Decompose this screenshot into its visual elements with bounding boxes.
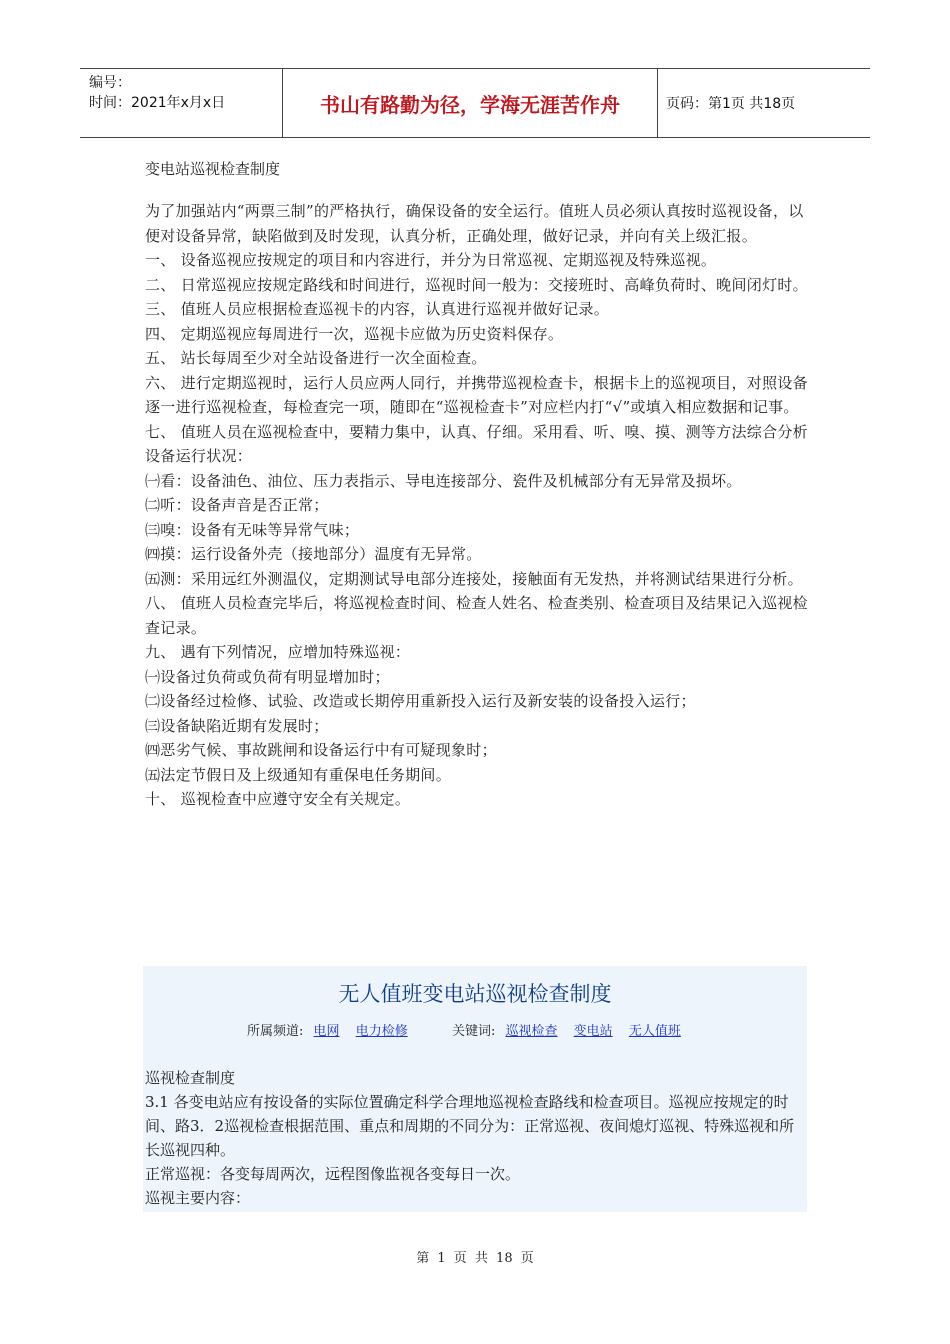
header-page-info: 页码：第1页 共18页 — [666, 96, 796, 112]
paragraph: ㈣摸：运行设备外壳（接地部分）温度有无异常。 — [145, 545, 482, 563]
keyword-link-substation[interactable]: 变电站 — [573, 1024, 613, 1039]
paragraph: 三、 值班人员应根据检查巡视卡的内容，认真进行巡视并做好记录。 — [145, 300, 610, 318]
article-body — [145, 1066, 805, 1210]
paragraph: 十、 巡视检查中应遵守安全有关规定。 — [145, 790, 411, 808]
paragraph: ㈤测：采用远红外测温仪，定期测试导电部分连接处，接触面有无发热，并将测试结果进行分析。 — [145, 569, 803, 588]
article-line: 正常巡视：各变每周两次，远程图像监视各变每日一次。 — [145, 1165, 521, 1183]
channel-link-grid[interactable]: 电网 — [313, 1024, 340, 1039]
article-box — [143, 966, 807, 1212]
paragraph: 七、 值班人员在巡视检查中，要精力集中，认真、仔细。采用看、听、嗅、摸、测等方法综合分析设备运行状况： — [145, 422, 808, 465]
paragraph: 为了加强站内“两票三制”的严格执行，确保设备的安全运行。值班人员必须认真按时巡视设备，以便对设备异常，缺陷做到及时发现，认真分析，正确处理，做好记录，并向有关上级汇报。 — [145, 202, 804, 245]
article-line: 巡视主要内容： — [145, 1189, 251, 1207]
header-motto: 书山有路勤为径，学海无涯苦作舟 — [283, 69, 658, 137]
paragraph: 九、 遇有下列情况，应增加特殊巡视： — [145, 643, 411, 661]
header-meta — [80, 69, 283, 137]
article-meta — [247, 1020, 687, 1039]
keyword-link-inspection[interactable]: 巡视检查 — [505, 1024, 558, 1039]
channel-link-maintenance[interactable]: 电力检修 — [355, 1024, 408, 1039]
paragraph: ㈠设备过负荷或负荷有明显增加时； — [145, 667, 390, 686]
paragraph: 六、 进行定期巡视时，运行人员应两人同行，并携带巡视检查卡，根据卡上的巡视项目，对照设备逐一进行巡视检查，每检查完一项，随即在“巡视检查卡”对应栏内打“√”或填入相应数据和记事。 — [145, 373, 808, 416]
page-footer: 第 1 页 共 18 页 — [416, 1251, 534, 1266]
paragraph: 四、 定期巡视应每周进行一次，巡视卡应做为历史资料保存。 — [145, 324, 564, 343]
keyword-link-unattended[interactable]: 无人值班 — [628, 1024, 681, 1039]
paragraph: 一、 设备巡视应按规定的项目和内容进行，并分为日常巡视、定期巡视及特殊巡视。 — [145, 251, 717, 269]
page-header — [80, 68, 870, 138]
paragraph: ㈣恶劣气候、事故跳闸和设备运行中有可疑现象时； — [145, 741, 497, 759]
paragraph: 五、 站长每周至少对全站设备进行一次全面检查。 — [145, 349, 487, 367]
time-label: 时间：2021年x月x日 — [89, 95, 226, 111]
paragraph: ㈡听：设备声音是否正常； — [145, 496, 329, 514]
paragraph: ㈤法定节假日及上级通知有重保电任务期间。 — [145, 765, 452, 784]
paragraph: ㈢设备缺陷近期有发展时； — [145, 716, 329, 735]
keywords-label: 关键词: — [451, 1024, 496, 1039]
number-label: 编号： — [89, 75, 131, 91]
article-title: 无人值班变电站巡视检查制度 — [338, 982, 612, 1006]
document-title: 变电站巡视检查制度 — [145, 160, 281, 178]
article-section-title: 巡视检查制度 — [145, 1069, 236, 1087]
paragraph: ㈡设备经过检修、试验、改造或长期停用重新投入运行及新安装的设备投入运行； — [145, 692, 696, 710]
paragraph: 二、 日常巡视应按规定路线和时间进行，巡视时间一般为：交接班时、高峰负荷时、晚间闭灯时。 — [145, 275, 808, 294]
document-body — [145, 157, 810, 812]
paragraph: 八、 值班人员检查完毕后，将巡视检查时间、检查人姓名、检查类别、检查项目及结果记入巡视检查记录。 — [145, 594, 808, 637]
paragraph: ㈢嗅：设备有无味等异常气味； — [145, 520, 360, 539]
paragraph: ㈠看：设备油色、油位、压力表指示、导电连接部分、瓷件及机械部分有无异常及损坏。 — [145, 471, 742, 490]
channel-label: 所属频道: — [247, 1024, 304, 1039]
article-line: 3.1 各变电站应有按设备的实际位置确定科学合理地巡视检查路线和检查项目。巡视应按规定的时间、路3．2巡视检查根据范围、重点和周期的不同分为：正常巡视、夜间熄灯巡视、特殊巡视和所长巡视四种。 — [145, 1093, 795, 1159]
